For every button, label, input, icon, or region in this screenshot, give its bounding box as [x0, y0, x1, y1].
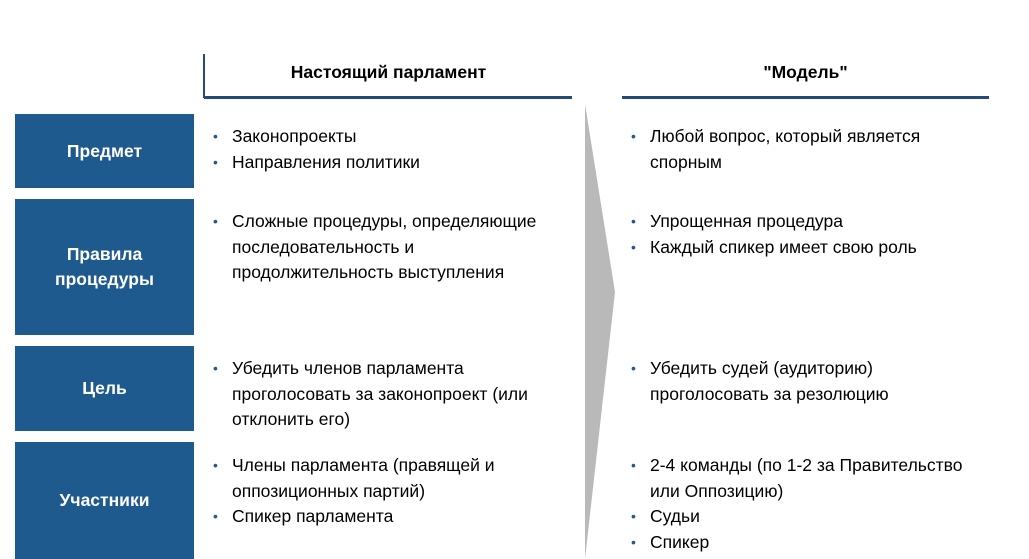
list-item-text: Убедить членов парламента проголосовать за законопроект (или отклонить его) — [232, 358, 528, 430]
cell-subject-model — [631, 124, 991, 175]
list-item-text: Любой вопрос, который является спорным — [650, 126, 921, 172]
list-item-text: Каждый спикер имеет свою роль — [650, 236, 917, 257]
column-rule-current — [204, 96, 572, 99]
row-label-procedure-rules: Правила процедуры — [15, 199, 194, 335]
list-item: • 2-4 команды (по 1-2 за Правительство или Оппозицию) — [631, 455, 963, 501]
column-header-model: "Модель" — [763, 62, 848, 82]
list-item-text: Судьи — [650, 506, 700, 527]
list-item: • Судьи — [631, 506, 700, 527]
list-item: • Упрощенная процедура — [631, 211, 843, 231]
list-item: • Каждый спикер имеет свою роль — [631, 236, 917, 257]
list-item-text: Члены парламента (правящей и оппозиционных партий) — [232, 455, 495, 501]
list-item: • Направления политики — [213, 151, 420, 172]
list-item: • Любой вопрос, который является спорным — [631, 126, 921, 172]
cell-goal-current — [213, 356, 573, 433]
row-label-participants: Участники — [15, 442, 194, 559]
list-item-text: Спикер — [650, 532, 710, 553]
cell-participants-model — [631, 453, 991, 556]
cell-participants-current — [213, 453, 573, 530]
column-header-current-parliament: Настоящий парламент — [290, 62, 487, 82]
list-item: • Члены парламента (правящей и оппозиционных партий) — [213, 455, 495, 501]
list-item: • Убедить членов парламента проголосовать за законопроект (или отклонить его) — [213, 358, 528, 430]
row-label-goal: Цель — [15, 346, 194, 431]
list-item-text: Упрощенная процедура — [650, 211, 843, 231]
cell-procedure-model — [631, 209, 991, 260]
cell-subject-current — [213, 124, 573, 175]
list-item-text: Убедить судей (аудиторию) проголосовать за резолюцию — [650, 358, 889, 404]
column-rule-model — [622, 96, 989, 99]
list-item: • Убедить судей (аудиторию) проголосовать за резолюцию — [631, 358, 889, 404]
list-item-text: Спикер парламента — [232, 506, 394, 527]
list-item-text: Законопроекты — [232, 126, 357, 146]
list-item: • Спикер парламента — [213, 506, 394, 527]
cell-goal-model — [631, 356, 991, 407]
list-item-text: 2-4 команды (по 1-2 за Правительство или Оппозицию) — [650, 455, 963, 501]
right-arrow-icon — [585, 104, 615, 559]
list-item-text: Сложные процедуры, определяющие последовательность и продолжительность выступления — [232, 211, 537, 283]
cell-procedure-current — [213, 209, 573, 286]
list-item: • Сложные процедуры, определяющие последовательность и продолжительность выступления — [213, 211, 537, 283]
list-item: • Законопроекты — [213, 126, 357, 146]
row-label-subject: Предмет — [15, 114, 194, 188]
list-item-text: Направления политики — [232, 151, 420, 172]
list-item: • Спикер — [631, 532, 710, 553]
